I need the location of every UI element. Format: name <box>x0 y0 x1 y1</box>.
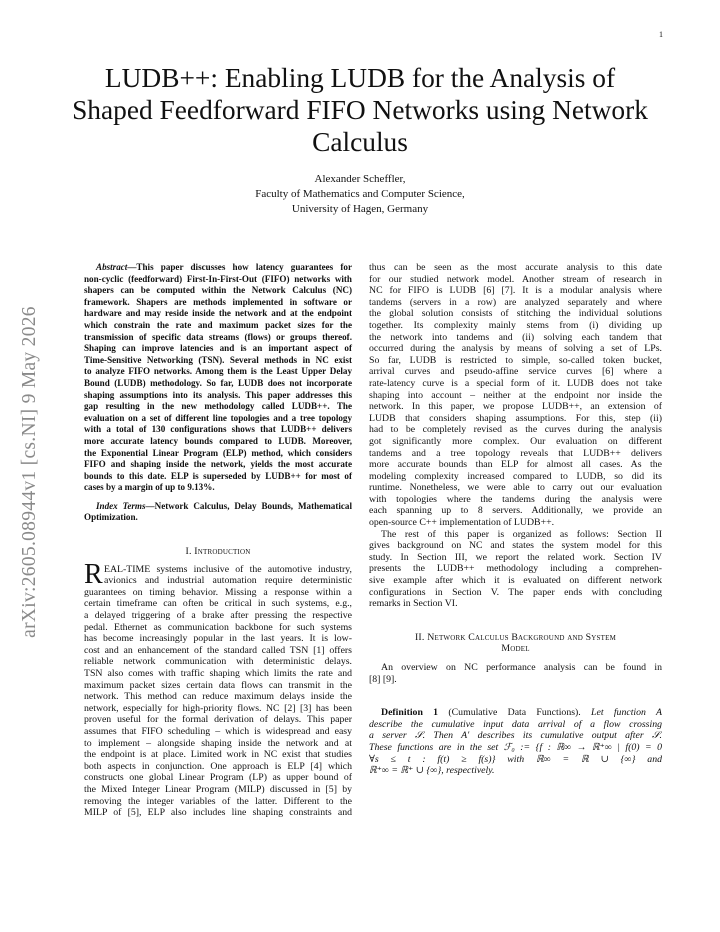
body-line: runtime. Nonetheless, we were able to carry out our evaluation <box>369 482 662 494</box>
arxiv-watermark-text: arXiv:2605.08944v1 [cs.NI] 9 May 2026 <box>19 306 40 638</box>
body-line: open-source C++ implementation of LUDB++. <box>369 517 555 529</box>
body-line: thus can be seen as the most accurate analysis to this date <box>369 262 662 273</box>
body-line: avionics and industrial automation require deterministic <box>104 575 352 587</box>
body-line: to implement – alongside shaping inside the network and at <box>84 737 352 749</box>
body-line: removing the integer variables of the latter. Different to the <box>84 795 352 807</box>
definition-line: describe the cumulative input data arrival of a flow crossing <box>369 718 662 730</box>
body-line: sive example after which it is evaluated on different network <box>369 575 662 587</box>
abstract-line: hardware and may reside inside the network and at the endpoint <box>84 308 352 319</box>
title-line: LUDB++: Enabling LUDB for the Analysis of <box>104 63 616 93</box>
index-terms-label: Index Terms <box>96 500 146 511</box>
body-line: The rest of this paper is organized as follows: Section II <box>381 528 662 540</box>
author-affiliation: Faculty of Mathematics and Computer Science, <box>255 188 465 200</box>
body-line: shaping into account – neither at the endpoint nor inside the <box>369 389 662 401</box>
body-line: guarantees on timing behavior. Missing a response within a <box>84 586 352 598</box>
body-line: study. In Section III, we report the related work. Section IV <box>369 551 662 563</box>
body-line: TSN also comes with traffic shaping which limits the rate and <box>84 668 352 679</box>
body-line: occurred during the analysis by means of solving a set of LPs. <box>369 343 662 355</box>
abstract-line: cases by a margin of up to 9.13%. <box>84 482 215 493</box>
title-line: Shaped Feedforward FIFO Networks using Network <box>72 95 648 125</box>
body-line: together. Its complexity mainly stems from (i) dividing up <box>369 319 662 331</box>
body-line: MILP of [5], ELP also includes line shaping constraints and <box>84 807 352 819</box>
body-line: the network into tandems and (ii) solving each tandem that <box>369 331 662 343</box>
abstract-line: shapers can be computed within the Network Calculus (NC) <box>84 285 352 296</box>
body-line: the global solution consists of stitching the individual solutions <box>369 308 662 320</box>
definition-line: ∀s ≤ t : f(t) ≥ f(s)} with ℝ∞ = ℝ ∪ {∞} and <box>369 753 662 765</box>
background-body <box>369 662 662 685</box>
abstract <box>84 262 352 494</box>
abstract-line: framework. Shapers are methods implemented in software or <box>84 296 352 307</box>
body-line: cost and an enhancement of the standard called TSN [1] offers <box>84 644 352 656</box>
title-line: Calculus <box>312 127 408 157</box>
body-line: arrival curves and pseudo-affine service curves [6] where a <box>369 366 662 378</box>
abstract-line: gap resulting in the new methodology called LUDB++. The <box>84 401 352 412</box>
definition-1 <box>369 707 662 777</box>
abstract-line: transmission of specific data streams (flows) or groups thereof. <box>84 331 352 342</box>
body-line: EAL-TIME systems inclusive of the automotive industry, <box>104 563 352 575</box>
body-line: presents the LUDB++ methodology including a comprehen- <box>369 563 662 575</box>
body-line: LUDB that considers shaping assumptions. For this, step (ii) <box>369 412 662 424</box>
abstract-line: evaluation on a set of different line topologies and a tree topology <box>84 412 352 423</box>
body-line: [8] [9]. <box>369 673 397 685</box>
body-line: got significantly more complex. Our evaluation on different <box>369 435 662 447</box>
introduction-body <box>84 558 352 819</box>
body-line: tandems (servers in a row) are analyzed separately and where <box>369 296 662 308</box>
abstract-line: Time-Sensitive Networking (TSN). Several methods in NC exist <box>84 354 352 365</box>
body-line: network. In this paper, we propose LUDB++, an extension of <box>369 401 662 413</box>
definition-line: ℝ⁺∞ = ℝ⁺ ∪ {∞}, respectively. <box>369 765 495 777</box>
abstract-line: which constrain the rate and maximum packet sizes for the <box>84 319 352 330</box>
left-column <box>84 262 352 819</box>
abstract-label: Abstract <box>96 262 128 272</box>
body-line: rate-latency curve is a special form of it. LUDB does not take <box>369 377 662 389</box>
definition-line: These functions are in the set ℱ₀ := {f : ℝ∞ → ℝ⁺∞ | f(0) = 0 <box>369 741 662 753</box>
section-heading-line: II. Network Calculus Background and System <box>414 631 617 643</box>
author-block <box>100 172 620 217</box>
body-line: had to be completely revised as the curves during the analysis <box>369 424 662 436</box>
author-affiliation: University of Hagen, Germany <box>291 203 429 215</box>
body-line: remarks in Section VI. <box>369 598 458 610</box>
body-line: constructs one global Linear Program (LP) as upper bound of <box>84 772 352 784</box>
body-line: So far, LUDB is restricted to simple, so-called token bucket, <box>369 354 662 366</box>
body-line: network. This method can reduce maximum delays inside the <box>84 691 352 703</box>
abstract-line: with a total of 130 configurations shows that LUDB++ delivers <box>84 424 352 435</box>
abstract-line: Bound (LUDB) methodology. So far, LUDB does not incorporate <box>84 377 352 388</box>
body-line: proven useful for the formal derivation of delays. This paper <box>84 714 352 726</box>
section-heading-introduction: I. Introduction <box>185 546 251 558</box>
index-terms-line: Index Terms—Network Calculus, Delay Bounds, Mathematical <box>96 500 352 511</box>
body-line: more accurate bounds than ELP for almost all cases. As the <box>369 459 662 471</box>
abstract-line: Abstract—This paper discusses how latency guarantees for <box>96 262 352 272</box>
body-line: network, especially for high-priority flows. NC [2] [3] has been <box>84 702 352 714</box>
body-line: NC for FIFO is LUDB [6] [7]. It is a modular analysis where <box>369 285 662 297</box>
body-line: for our studied network model. Another stream of research in <box>369 273 662 285</box>
body-line: certain timeframe can often be critical in such systems, e.g., <box>84 598 352 610</box>
right-column <box>369 262 662 777</box>
body-line: the Mixed Integer Linear Program (MILP) discussed in [5] by <box>84 783 352 795</box>
abstract-line: bounds to this date. ELP is superseded by LUDB++ for most of <box>84 470 352 481</box>
body-line: gives background on NC and states the system model for this <box>369 540 662 552</box>
index-terms-line: Optimization. <box>84 512 138 523</box>
abstract-line: the Exponential Linear Program (ELP) method, which considers <box>84 447 352 458</box>
body-line: has become increasingly popular in the last years. It is low- <box>84 633 352 645</box>
author-name: Alexander Scheffler, <box>314 173 406 185</box>
body-line: reliable network communication with deterministic delays. <box>84 656 352 668</box>
body-line: An overview on NC performance analysis can be found in <box>381 662 662 673</box>
body-line: modeling complexity increased compared to LUDB, so did its <box>369 470 662 482</box>
arxiv-watermark <box>10 262 50 682</box>
body-line: tandems and a tree topology reveals that LUDB++ delivers <box>369 447 662 459</box>
definition-name: (Cumulative Data Functions). <box>448 707 581 719</box>
body-line: assumes that FIFO scheduling – which is widespread and easy <box>84 725 352 737</box>
body-line: maximum packet sizes certain data flows can transmit in the <box>84 679 352 691</box>
section-heading-background <box>369 632 662 655</box>
body-line: the endpoint is at place. Limited work in NC exist that studies <box>84 749 352 761</box>
abstract-line: Shaping can improve latencies and is an important aspect of <box>84 343 352 354</box>
abstract-line: to analyze FIFO networks. Among them is the Least Upper Delay <box>84 366 352 377</box>
body-line: pedal. Ethernet as communication backbone for such systems <box>84 621 352 633</box>
body-line: each spanning up to 8 servers. Additionally, we provide an <box>369 505 662 517</box>
abstract-line: FIFO and shaping inside the network, yields the most accurate <box>84 459 352 470</box>
body-line: both aspects in conjunction. One approach is ELP [4] which <box>84 760 352 772</box>
definition-line: a server 𝒮. Then A′ describes its cumulative output after 𝒮. <box>369 730 662 742</box>
paper-title <box>40 62 680 158</box>
index-terms <box>84 501 352 524</box>
definition-line: Definition 1 (Cumulative Data Functions). Let function A <box>381 707 663 719</box>
body-line: a delayed triggering of a brake after pressing the respective <box>84 610 352 622</box>
introduction-continued <box>369 262 662 610</box>
page-number: 1 <box>659 30 663 39</box>
abstract-line: non-cyclic (feedforward) First-In-First-Out (FIFO) networks with <box>84 273 352 284</box>
abstract-line: shaping assumptions into its analysis. This paper addresses this <box>84 389 352 400</box>
section-heading-line: Model <box>501 643 530 655</box>
abstract-line: more accurate latency bounds compared to LUDB. Moreover, <box>84 435 352 446</box>
drop-cap: R <box>84 558 103 590</box>
body-line: with topologies where the tandems during the analysis were <box>369 493 662 505</box>
definition-label: Definition 1 <box>381 707 439 719</box>
body-line: configurations in Section V. The paper ends with concluding <box>369 586 662 598</box>
